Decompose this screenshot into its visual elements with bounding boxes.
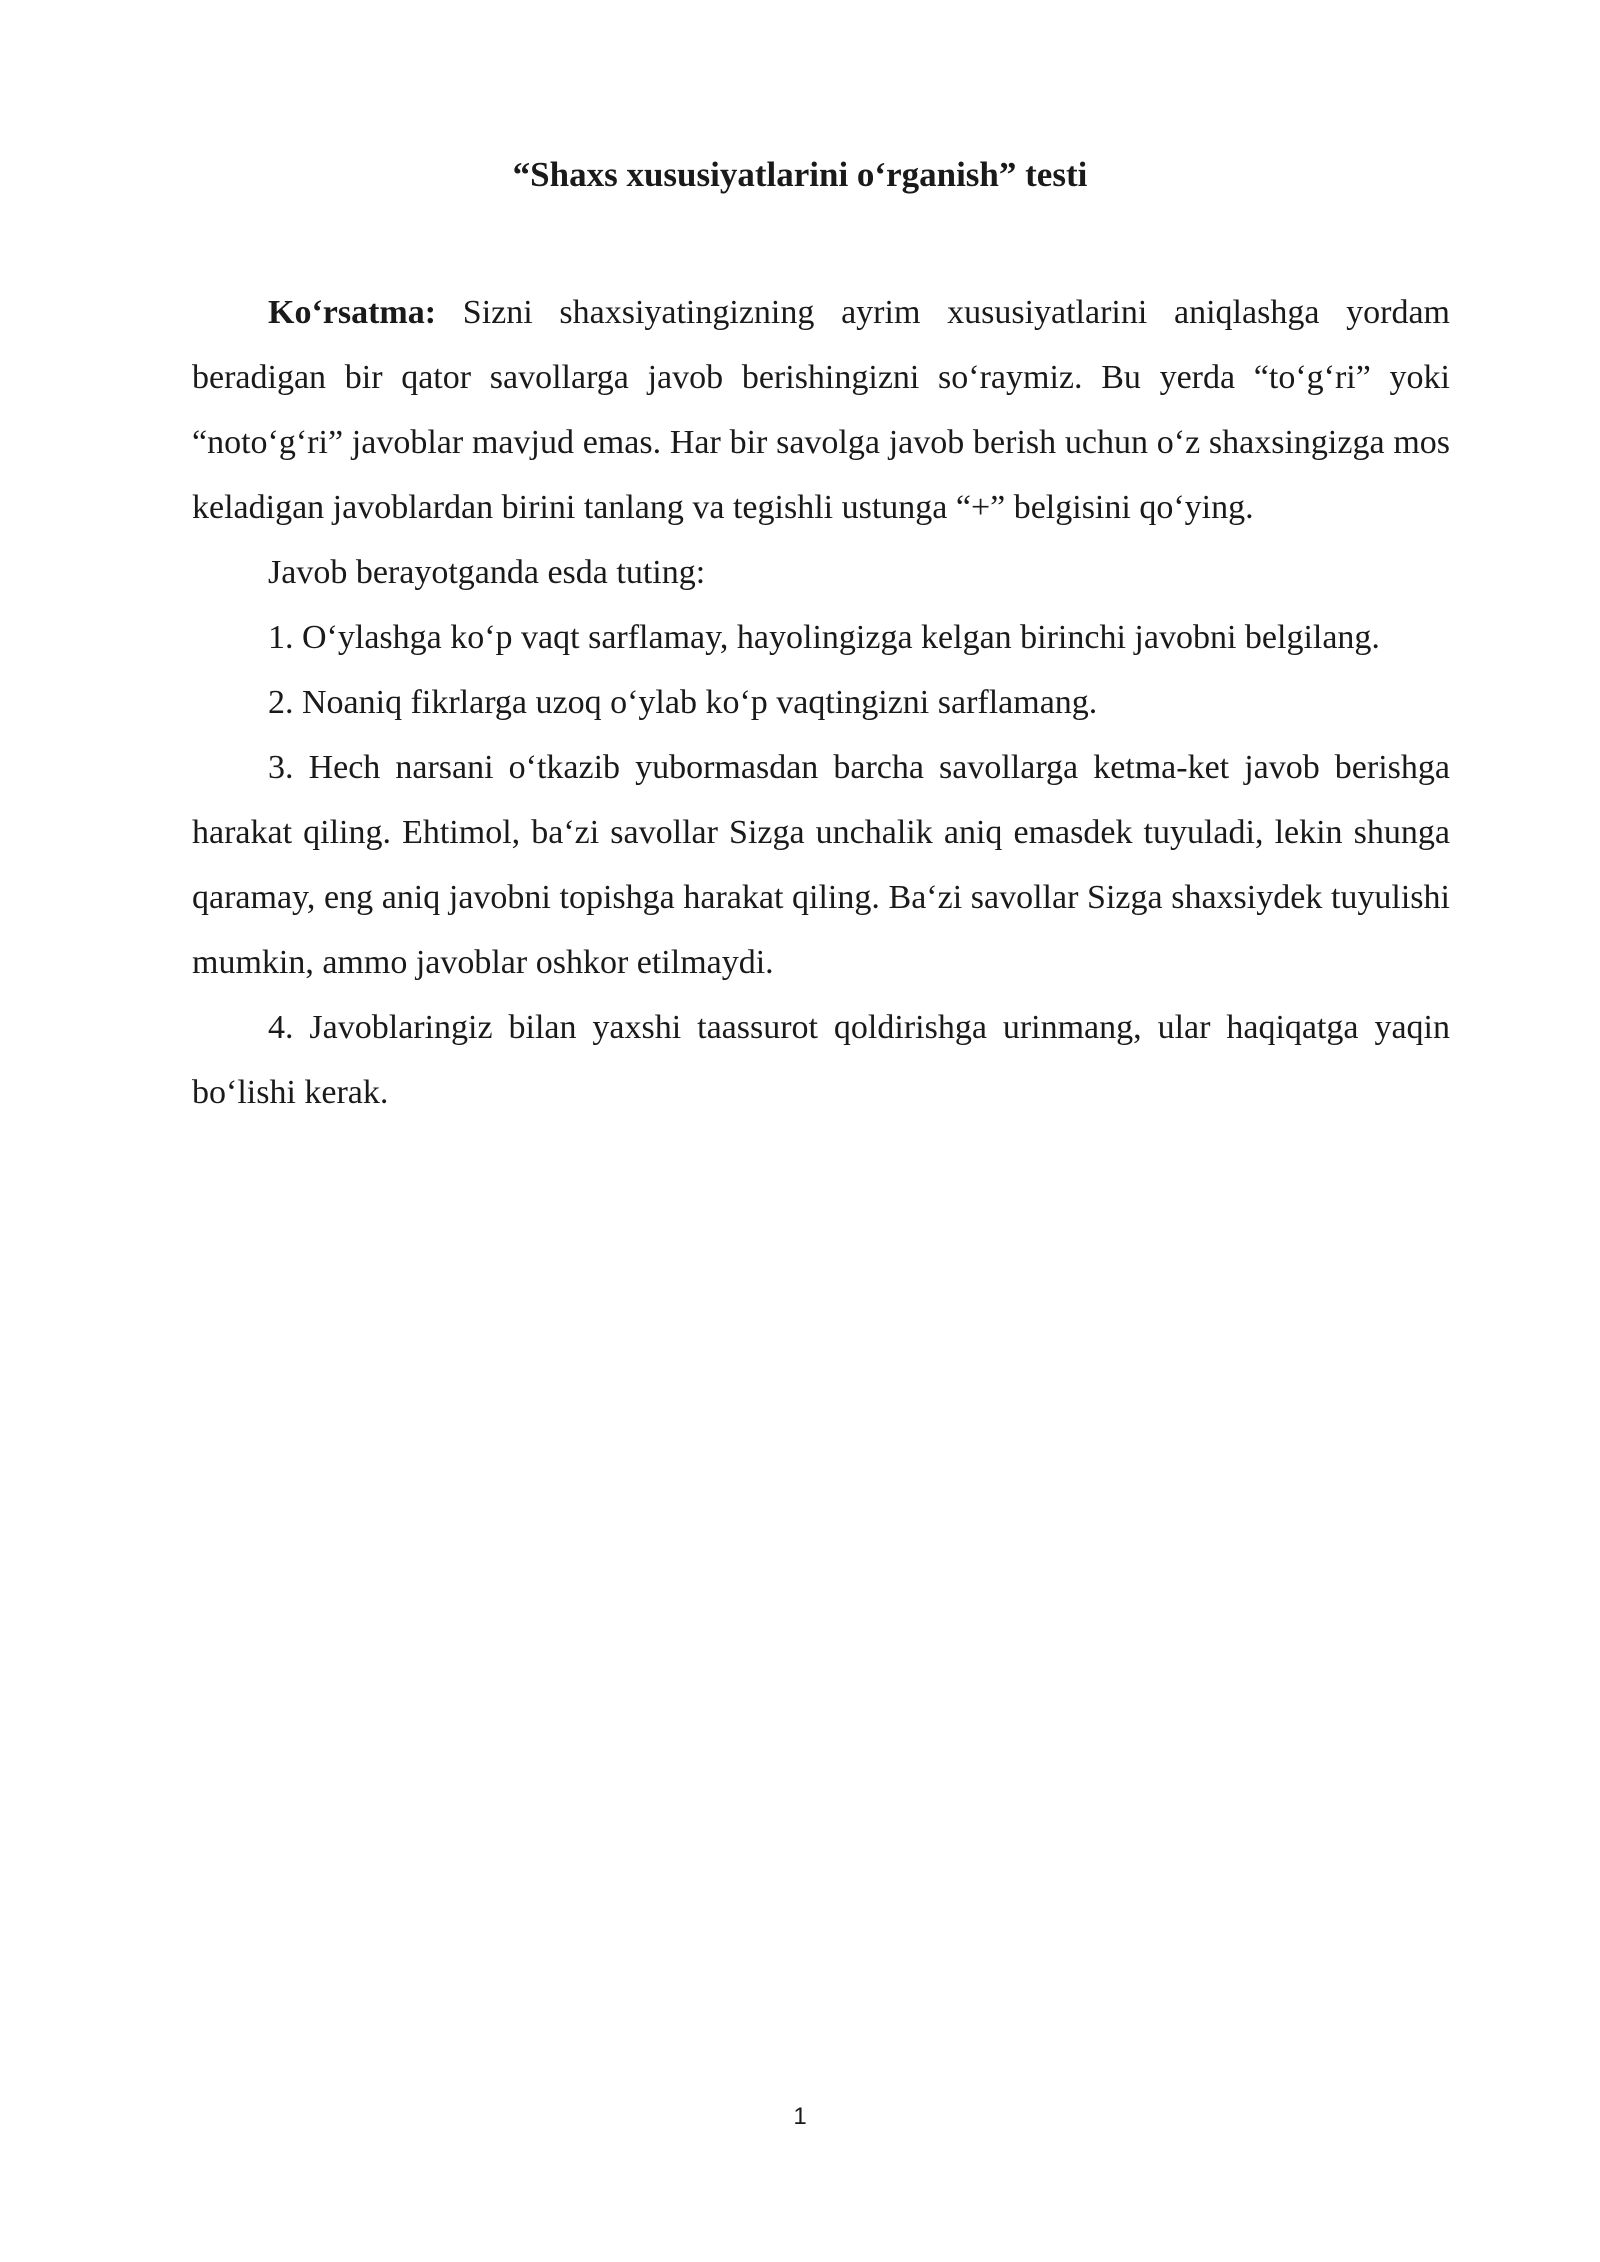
rule-item-4: 4. Javoblaringiz bilan yaxshi taassurot qoldirishga urinmang, ular haqiqatga yaqin bo‘lishi kerak. bbox=[192, 1009, 1450, 1111]
instruction-label: Ko‘rsatma: bbox=[268, 294, 437, 331]
rule-item-1: 1. O‘ylashga ko‘p vaqt sarflamay, hayolingizga kelgan birinchi javobni belgilang. bbox=[268, 619, 1380, 656]
page-number: 1 bbox=[793, 2103, 807, 2130]
instruction-paragraph bbox=[192, 280, 1450, 540]
rule-item-2: 2. Noaniq fikrlarga uzoq o‘ylab ko‘p vaqtingizni sarflamang. bbox=[268, 684, 1098, 721]
document-body bbox=[192, 280, 1450, 1125]
reminder-intro: Javob berayotganda esda tuting: bbox=[268, 554, 706, 591]
document-title: “Shaxs xususiyatlarini o‘rganish” testi bbox=[512, 155, 1088, 194]
instruction-text: Sizni shaxsiyatingizning ayrim xususiyatlarini aniqlashga yordam beradigan bir qator savollarga javob berishingizni so‘raymiz. Bu yerda “to‘g‘ri” yoki “noto‘g‘ri” javoblar mavjud emas. Har bir savolga javob berish uchun o‘z shaxsingizga mos keladigan javoblardan birini tanlang va tegishli ustunga “+” belgisini qo‘ying. bbox=[192, 294, 1450, 526]
rule-item-3: 3. Hech narsani o‘tkazib yubormasdan barcha savollarga ketma-ket javob berishga harakat qiling. Ehtimol, ba‘zi savollar Sizga unchalik aniq emasdek tuyuladi, lekin shunga qaramay, eng aniq javobni topishga harakat qiling. Ba‘zi savollar Sizga shaxsiydek tuyulishi mumkin, ammo javoblar oshkor etilmaydi. bbox=[192, 749, 1450, 981]
